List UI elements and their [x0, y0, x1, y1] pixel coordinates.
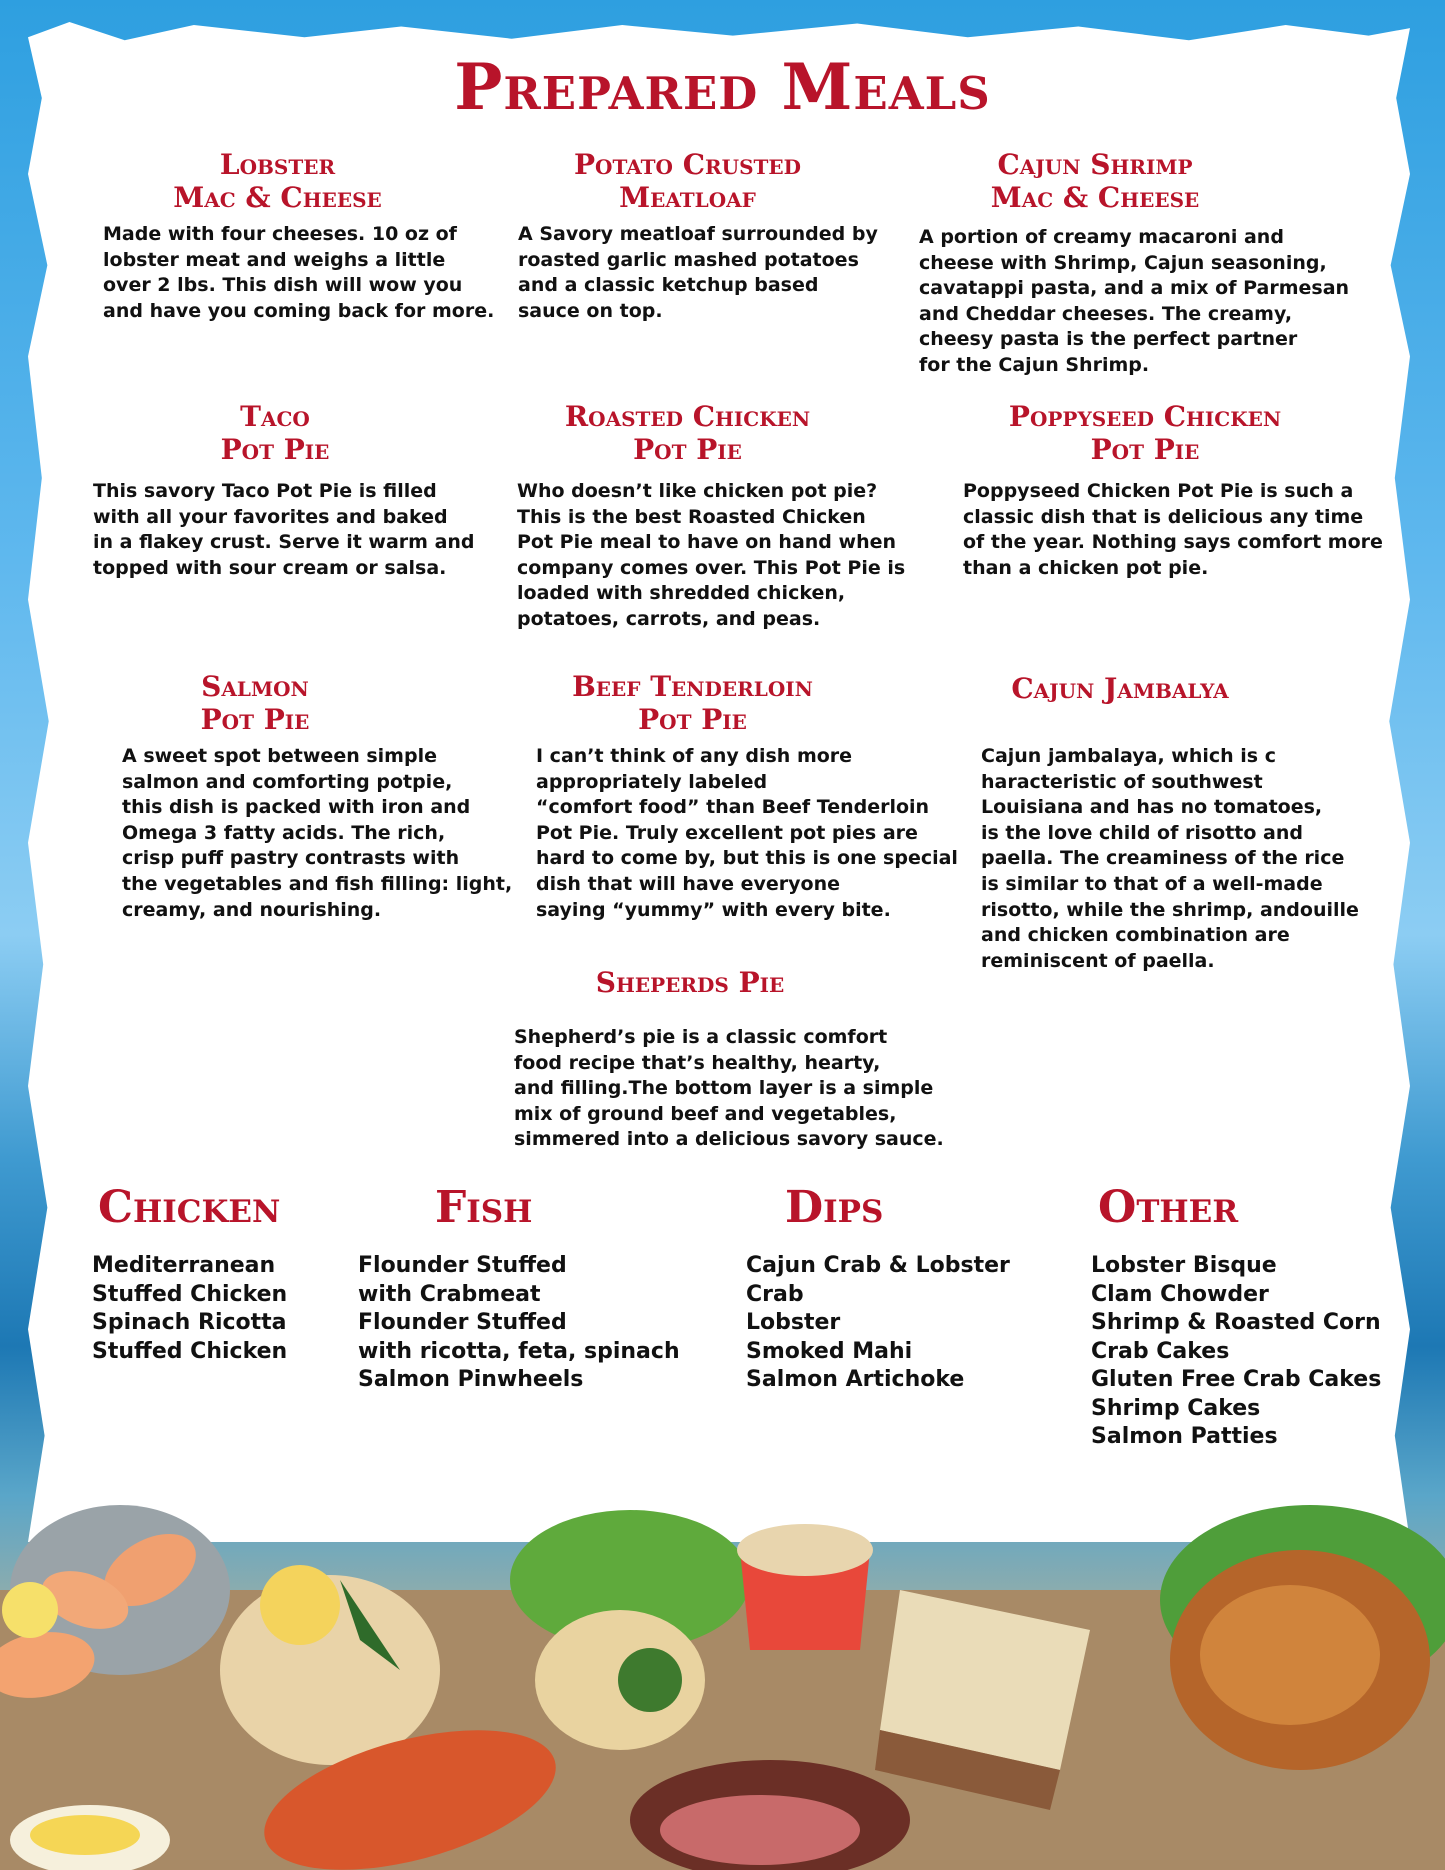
category-list-fish: Flounder Stuffed with Crabmeat Flounder Stuffed with ricotta, feta, spinach Salmon Pinwheels — [358, 1253, 680, 1392]
item-desc-lobster-mac: Made with four cheeses. 10 oz of lobster meat and weighs a little over 2 lbs. This dish will wow you and have you coming back for more. — [103, 223, 495, 322]
item-desc-sheperds-pie: Shepherd’s pie is a classic comfort food recipe that’s healthy, hearty, and filling.The bottom layer is a simple mix of ground beef and vegetables, simmered into a delicious savory sauce. — [514, 1026, 944, 1151]
item-title-beef-tenderloin-pot-pie: Beef Tenderloin Pot Pie — [572, 670, 813, 736]
category-title-other: Other — [1098, 1182, 1239, 1233]
item-title-cajun-jambalya: Cajun Jambalya — [1011, 672, 1229, 705]
item-desc-poppyseed-chicken-pot-pie: Poppyseed Chicken Pot Pie is such a classic dish that is delicious any time of the year. Nothing says comfort more than a chicken pot pie. — [963, 480, 1383, 579]
category-list-dips: Cajun Crab & Lobster Crab Lobster Smoked Mahi Salmon Artichoke — [746, 1253, 1010, 1392]
item-title-potato-meatloaf: Potato Crusted Meatloaf — [573, 148, 801, 214]
item-title-salmon-pot-pie: Salmon Pot Pie — [200, 670, 310, 736]
item-title-roasted-chicken-pot-pie: Roasted Chicken Pot Pie — [564, 400, 811, 466]
item-title-taco-pot-pie: Taco Pot Pie — [220, 400, 330, 466]
item-title-cajun-shrimp-mac: Cajun Shrimp Mac & Cheese — [990, 148, 1200, 214]
food-photo-band — [0, 1440, 1445, 1870]
item-desc-cajun-shrimp-mac: A portion of creamy macaroni and cheese with Shrimp, Cajun seasoning, cavatappi pasta, and a mix of Parmesan and Cheddar cheeses. The creamy, cheesy pasta is the perfect partner for the Cajun Shrimp. — [919, 226, 1350, 376]
category-list-chicken: Mediterranean Stuffed Chicken Spinach Ricotta Stuffed Chicken — [92, 1253, 288, 1364]
item-desc-potato-meatloaf: A Savory meatloaf surrounded by roasted garlic mashed potatoes and a classic ketchup based sauce on top. — [518, 223, 878, 322]
item-title-sheperds-pie: Sheperds Pie — [595, 966, 785, 999]
item-desc-taco-pot-pie: This savory Taco Pot Pie is filled with all your favorites and baked in a flakey crust. Serve it warm and topped with sour cream or salsa. — [93, 480, 475, 579]
item-title-poppyseed-chicken-pot-pie: Poppyseed Chicken Pot Pie — [1008, 400, 1282, 466]
lemon-slice-image — [2, 1582, 58, 1638]
item-desc-beef-tenderloin-pot-pie: I can’t think of any dish more appropriately labeled “comfort food” than Beef Tenderloin Pot Pie. Truly excellent pot pies are hard to come by, but this is one special dish that will have everyone saying “yummy” with every bite. — [536, 745, 958, 921]
category-title-dips: Dips — [785, 1182, 884, 1233]
category-title-fish: Fish — [435, 1182, 533, 1233]
category-title-chicken: Chicken — [98, 1182, 281, 1233]
item-desc-cajun-jambalya: Cajun jambalaya, which is c haracteristic of southwest Louisiana and has no tomatoes, is the love child of risotto and paella. The creaminess of the rice is similar to that of a well-made risotto, while the shrimp, andouille and chicken combination are reminiscent of paella. — [981, 745, 1359, 972]
page-title: Prepared Meals — [454, 50, 991, 125]
item-desc-salmon-pot-pie: A sweet spot between simple salmon and comforting potpie, this dish is packed with iron and Omega 3 fatty acids. The rich, crisp puff pastry contrasts with the vegetables and fish filling: light, creamy, and nourishing. — [122, 745, 513, 921]
category-list-other: Lobster Bisque Clam Chowder Shrimp & Roasted Corn Crab Cakes Gluten Free Crab Cakes Shrimp Cakes Salmon Patties — [1091, 1253, 1382, 1449]
item-desc-roasted-chicken-pot-pie: Who doesn’t like chicken pot pie? This is the best Roasted Chicken Pot Pie meal to have on hand when company comes over. This Pot Pie is loaded with shredded chicken, potatoes, carrots, and peas. — [517, 480, 906, 630]
item-title-lobster-mac: Lobster Mac & Cheese — [173, 148, 382, 214]
